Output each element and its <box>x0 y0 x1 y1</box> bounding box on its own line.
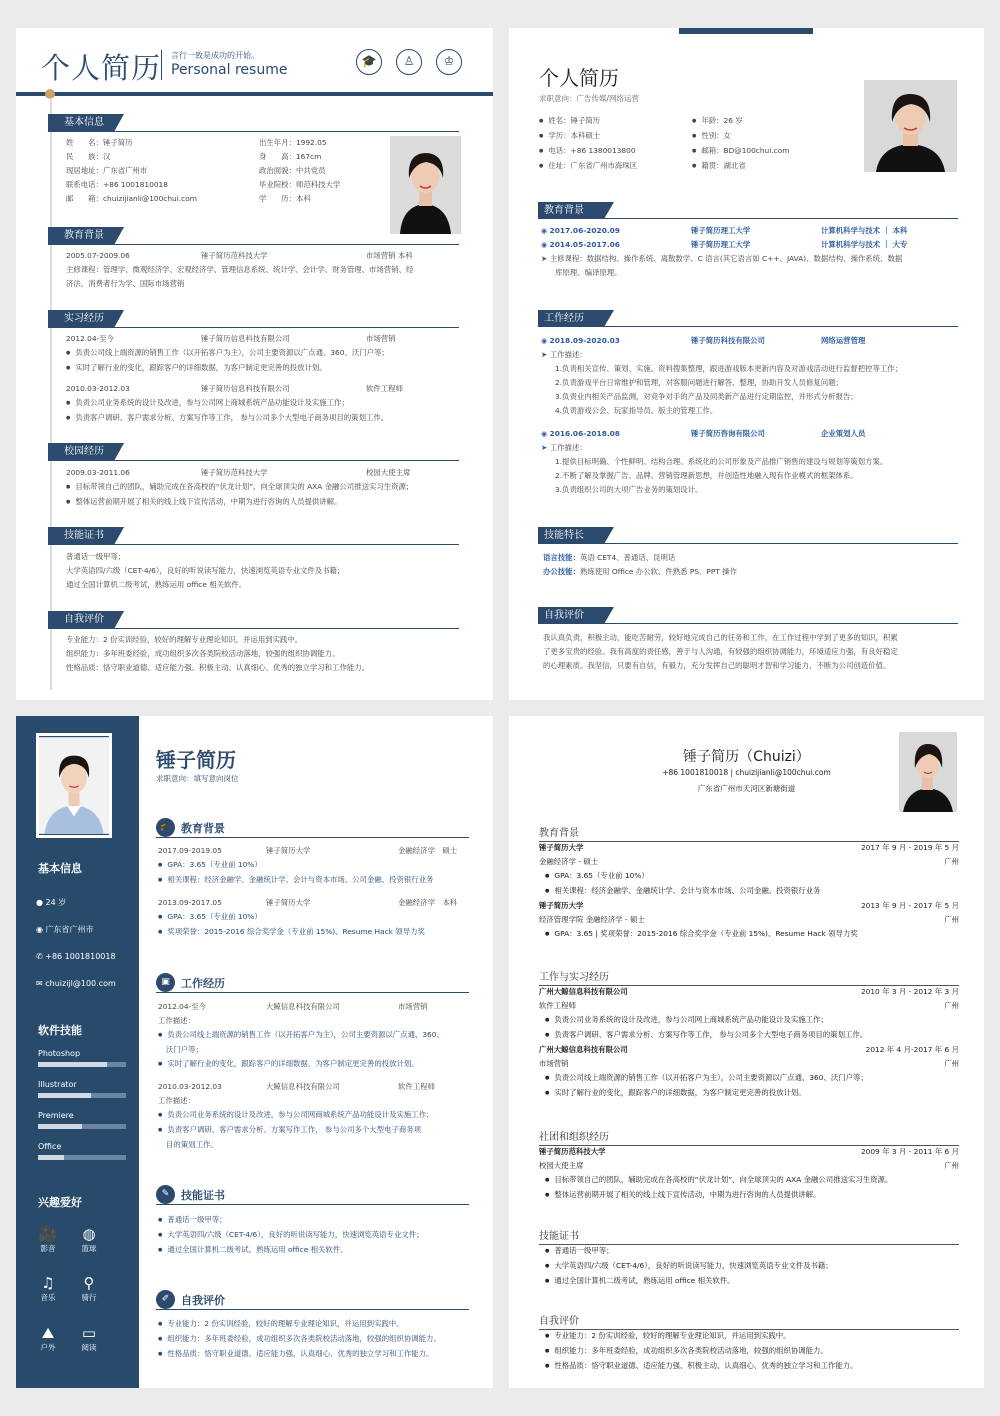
skills-list <box>543 551 737 579</box>
work-bullet: ● 负责客户调研、客户需求分析、方案写作等工作， 参与公司多个大型电子商务项目的策划工作。 <box>539 1028 959 1043</box>
skill-item: ● 大学英语四/六级（CET-4/6），良好的听说读写能力，快速浏览英语专业文件及书籍； <box>539 1259 959 1274</box>
edu-school: 锤子简历大学 <box>539 901 584 910</box>
club-school: 锤子简历范科技大学 <box>539 1147 606 1156</box>
section-label: 实习经历 <box>48 310 114 328</box>
skill-item: ● 普通话一级甲等； <box>539 1244 959 1259</box>
info-right <box>692 114 789 174</box>
section-work: 工作与实习经历 <box>539 968 959 986</box>
work-bullet-cont: 沃门户等； <box>166 1045 203 1054</box>
hobby-label: 骑行 <box>81 1293 97 1302</box>
self-eval-item: ● 性格品质：恪守职业道德、适应能力强、积极主动、认真细心、优秀的独立学习和工作能力。 <box>539 1359 959 1374</box>
work-row <box>158 1000 478 1014</box>
edu-major: 经济管理学院 金融经济学 - 硕士 <box>539 915 645 924</box>
skill-item: 通过全国计算机二级考试，熟练运用 office 相关软件。 <box>66 580 247 589</box>
work-company: 大鲸信息科技有限公司 <box>266 1002 340 1011</box>
trophy-icon: ♔ <box>436 49 462 75</box>
self-eval-list <box>158 1317 441 1362</box>
phone-row <box>36 943 116 970</box>
edit-icon: ✐ <box>156 1290 175 1309</box>
self-eval-list <box>539 1329 959 1374</box>
self-eval-item: 组织能力：多年班委经验，成功组织多次各类院校活动落地，较强的组织协调能力。 <box>66 649 340 658</box>
skill-name: Photoshop <box>38 1049 81 1058</box>
self-eval-item: ● 专业能力：2 份实训经验，较好的理解专业理论知识，并运用到实践中。 <box>158 1317 441 1332</box>
work-company: 锤子简历咨询有限公司 <box>691 429 765 438</box>
info-birth: 出生年月：1992.05 <box>259 138 327 147</box>
self-eval-line: 我认真负责，积极主动，能吃苦耐劳，较好地完成自己的任务和工作，在工作过程中学到了更多的知识，积累 <box>543 633 898 642</box>
section-self-eval <box>538 607 958 624</box>
location-icon: ◉ <box>36 925 43 934</box>
person-icon: ♙ <box>396 49 422 75</box>
work-date: 2012 年 4 月-2017 年 6 月 <box>865 1045 959 1054</box>
section-label: 工作经历 <box>181 977 225 990</box>
work-date: 2012.04-至今 <box>158 1002 207 1011</box>
section-self-eval <box>156 1290 469 1310</box>
profile-photo <box>864 80 957 172</box>
work-entry <box>539 1043 959 1101</box>
work-line: 2.不断了解及掌握广告、品牌、营销管理新思想，并创造性地融入现有作业模式的框架体系。 <box>555 471 858 480</box>
club-bullet: ● 目标带领自己的团队，辅助完成在各高校的“伏龙计划”，向全球顶尖的 AXA 金融公司推送实习生资源。 <box>539 1173 959 1188</box>
intern-date: 2010.03-2012.03 <box>66 384 130 393</box>
profile-photo <box>390 136 461 234</box>
section-campus <box>48 443 138 461</box>
work-role: 企业策划人员 <box>821 429 866 438</box>
location-value: 广东省广州市 <box>45 925 94 934</box>
edu-date: 2017.09-2019.05 <box>158 846 222 855</box>
edu-major: 计算机科学与技术 ｜ 本科 <box>821 226 908 235</box>
film-icon: 🎥 <box>38 1225 58 1243</box>
skill-value: 熟练使用 Office 办公软、件熟悉 PS、PPT 操作 <box>579 567 737 576</box>
work-desc-label: 工作描述： <box>158 1016 195 1025</box>
person-icon: ● <box>36 898 43 907</box>
header-rule <box>16 92 493 96</box>
skill-label: 办公技能： <box>543 567 580 576</box>
briefcase-icon: ▣ <box>156 973 175 992</box>
work-date: 2016.06-2018.08 <box>549 429 620 438</box>
section-self-eval <box>48 611 138 629</box>
timeline-line <box>50 98 52 690</box>
hobby-reading <box>72 1324 106 1353</box>
self-eval-text <box>543 631 898 673</box>
section-education <box>156 818 469 838</box>
skill-level-bar <box>38 1155 126 1160</box>
resume-page-4 <box>509 716 984 1388</box>
skill-row <box>543 565 737 579</box>
work-row: ◉ 2018.09-2020.03 锤子简历科技有限公司 网络运营管理 <box>541 334 966 348</box>
resume-page-1 <box>16 28 493 700</box>
intern-role: 市场营销 <box>366 334 396 343</box>
work-bullet-cont: 目的策划工作。 <box>166 1140 218 1149</box>
edu-major: 金融经济学 - 硕士 <box>539 857 599 866</box>
skills-list <box>158 1213 424 1258</box>
section-label: 自我评价 <box>48 611 114 629</box>
info-ethnicity: 民 族：汉 <box>66 152 111 161</box>
info-item: ● 电话：+86 1380013800 <box>539 144 637 159</box>
intern-entry-1 <box>66 332 466 376</box>
work-desc-label: 工作描述： <box>158 1096 195 1105</box>
work-date: 2010 年 3 月 - 2012 年 3 月 <box>860 987 959 996</box>
work-desc-label: 工作描述： <box>549 443 587 452</box>
skill-item: 大学英语四/六级（CET-4/6），良好的听说读写能力，快速浏览英语专业文件及书籍； <box>66 566 345 575</box>
skill-item: ● 通过全国计算机二级考试，熟练运用 office 相关软件。 <box>539 1274 959 1289</box>
edu-school: 锤子简历范科技大学 <box>201 251 268 260</box>
skill-level-bar <box>38 1093 126 1098</box>
sidebar-skills-title: 软件技能 <box>38 1024 82 1037</box>
intern-company: 锤子简历信息科技有限公司 <box>201 384 290 393</box>
edu-row <box>158 844 478 858</box>
top-tab <box>679 28 813 34</box>
skill-level-fill <box>38 1062 107 1067</box>
edu-course-line: 主修课程：管理学、微观经济学、宏观经济学、管理信息系统、统计学、会计学、财务管理、市场营销、经 <box>66 265 414 274</box>
intern-bullet: ● 负责客户调研、客户需求分析、方案写作等工作， 参与公司多个大型电子商务项目的策划工作。 <box>66 411 466 426</box>
section-label: 技能证书 <box>48 527 114 545</box>
edu-entry <box>539 841 959 899</box>
edu-bullet: ● GPA：3.65 | 奖项荣誉：2015-2016 综合奖学金（专业前 15%)、Resume Hack 领导力奖 <box>539 927 959 942</box>
hobby-outdoor <box>31 1324 65 1353</box>
section-label: 教育背景 <box>181 822 225 835</box>
info-name: 姓 名：锤子简历 <box>66 138 133 147</box>
subtitle: Personal resume <box>171 62 288 78</box>
edu-school: 锤子简历大学 <box>266 846 311 855</box>
book-icon: ▭ <box>81 1324 97 1342</box>
skill-level-fill <box>38 1155 64 1160</box>
hobby-film <box>31 1225 65 1254</box>
work-date: 2018.09-2020.03 <box>549 336 620 345</box>
work-role: 市场营销 <box>539 1059 569 1068</box>
edu-major: 金融经济学 硕士 <box>398 846 458 855</box>
section-label: 自我评价 <box>181 1294 225 1307</box>
info-item: ● 性别：女 <box>692 129 789 144</box>
info-address: 现居地址：广东省广州市 <box>66 166 148 175</box>
basic-info-right <box>259 136 340 206</box>
info-phone: 联系电话：+86 1001810018 <box>66 180 168 189</box>
graduation-cap-icon: 🎓 <box>356 49 382 75</box>
hobby-music <box>31 1274 65 1303</box>
section-education <box>538 202 958 219</box>
self-eval-item: ● 组织能力：多年班委经验，成功组织多次各类院校活动落地，较强的组织协调能力。 <box>158 1332 441 1347</box>
edu-city: 广州 <box>944 915 959 924</box>
work-bullet: ● 负责公司线上端资源的销售工作（以开拓客户为主），公司主要资源以广点通、360、 <box>158 1028 478 1043</box>
info-item: ● 姓名：锤子简历 <box>539 114 637 129</box>
edu-list <box>541 224 961 280</box>
info-item: ● 籍贯：湖北省 <box>692 159 789 174</box>
intern-bullet: ● 实时了解行业的变化，跟踪客户的详细数据，为客户制定更完善的投放计划。 <box>66 361 466 376</box>
edu-entry <box>66 249 466 291</box>
section-rule <box>114 544 459 545</box>
info-item: ● 学历：本科硕士 <box>539 129 637 144</box>
edu-row <box>158 896 478 910</box>
section-label: 自我评价 <box>538 607 604 624</box>
work-bullet: ● 实时了解行业的变化，跟踪客户的详细数据，为客户制定更完善的投放计划。 <box>158 1057 478 1072</box>
self-eval-line: 的心理素质。我坚信，只要有自信，有毅力，充分发挥自己的聪明才智和学习能力，不断为公司创造价值。 <box>543 661 891 670</box>
edu-bullet: ● GPA：3.65（专业前 10%） <box>539 869 959 884</box>
skill-name: Illustrator <box>38 1080 77 1089</box>
work-company: 锤子简历科技有限公司 <box>691 336 765 345</box>
club-role: 校园大使主席 <box>539 1161 584 1170</box>
self-eval-item: ● 组织能力：多年班委经验，成功组织多次各类院校活动落地，较强的组织协调能力。 <box>539 1344 959 1359</box>
section-education: 教育背景 <box>539 824 959 842</box>
hobby-label: 户外 <box>40 1343 56 1352</box>
section-rule <box>114 460 459 461</box>
skill-item: 普通话一级甲等； <box>66 552 126 561</box>
phone-value: +86 1001810018 <box>45 952 116 961</box>
headphones-icon: ♫ <box>41 1274 55 1292</box>
skill-value: 英语 CET4、普通话、昆明话 <box>579 553 676 562</box>
section-rule <box>114 244 459 245</box>
campus-role: 校园大使主席 <box>366 468 411 477</box>
skills-list <box>539 1244 959 1289</box>
club-entry <box>539 1145 959 1203</box>
section-rule <box>114 131 459 132</box>
edu-date: 2014.05-2017.06 <box>549 240 620 249</box>
edu-bullet: ● GPA：3.65（专业前 10%） <box>158 910 478 925</box>
skill-item: ● 大学英语四/六级（CET-4/6），良好的听说读写能力，快速浏览英语专业文件； <box>158 1228 424 1243</box>
edu-date: 2017.06-2020.09 <box>549 226 620 235</box>
edu-date: 2017 年 9 月 - 2019 年 5 月 <box>860 843 959 852</box>
profile-photo <box>899 732 957 812</box>
section-skills <box>48 527 138 545</box>
section-work <box>538 310 958 327</box>
skill-name: Premiere <box>38 1111 74 1120</box>
section-work <box>156 973 469 993</box>
title-divider <box>161 50 162 80</box>
section-basic-info <box>48 114 138 132</box>
edu-course: ➤ 主修课程：数据结构、操作系统、离散数学、C 语言(其它语言如 C++、JAVA)、数据结构、操作系统、数据 <box>541 254 903 263</box>
work-role: 市场营销 <box>398 1002 428 1011</box>
location-row <box>36 916 116 943</box>
work-line: 3.负责组织公司的大项广告业务的策划设计。 <box>555 485 703 494</box>
work-line: 1.提供目标明确、个性鲜明、结构合理、系统化的公司形象及产品推广销售的建设与规划等策划方案。 <box>555 457 888 466</box>
club-city: 广州 <box>944 1161 959 1170</box>
work-city: 广州 <box>944 1059 959 1068</box>
work-desc-label: 工作描述： <box>549 350 587 359</box>
skills-list <box>66 550 344 592</box>
section-club: 社团和组织经历 <box>539 1128 959 1146</box>
intern-role: 软件工程师 <box>366 384 403 393</box>
work-company: 广州大鲸信息科技有限公司 <box>539 1045 628 1054</box>
club-bullet: ● 整体运营前期开展了相关的线上线下宣传活动，中期为进行咨询的人员提供讲解。 <box>539 1188 959 1203</box>
work-bullet: ● 负责客户调研、客户需求分析、方案写作工作， 参与公司多个大型电子商务项 <box>158 1123 478 1138</box>
work-entry-1: ◉ 2018.09-2020.03 锤子简历科技有限公司 网络运营管理 ➤ 工作描述： 1.负责相关宣传、策划、实施、资料搜集整理，跟进游戏版本更新内容及对游戏活动进行监督把控等工作； 2.负责游戏平台日常维护和管理，对客服问题进行解答、整理，协助开发人员修复问题； 3.负责业内相关产品监测，对竞争对手的产品及同类新产品进行定期监控，并形式分析报告； 4.负责游戏公会、玩家指导员、版主的管理工作。 <box>541 334 966 418</box>
edu-list <box>539 841 959 942</box>
info-email: 邮 箱：chuizijianli@100chui.com <box>66 194 197 203</box>
work-company: 广州大鲸信息科技有限公司 <box>539 987 628 996</box>
section-label: 基本信息 <box>48 114 114 132</box>
sidebar-hobby-title: 兴趣爱好 <box>38 1196 82 1209</box>
section-label: 校园经历 <box>48 443 114 461</box>
edu-major: 市场营销 本科 <box>366 251 413 260</box>
work-bullet: ● 负责公司业务系统的设计及改进，参与公司网上商城系统产品功能设计及实施工作； <box>539 1013 959 1028</box>
section-education <box>48 227 138 245</box>
intern-company: 锤子简历信息科技有限公司 <box>201 334 290 343</box>
self-eval-item: ● 性格品质：恪守职业道德、适应能力强，认真细心、优秀的独立学习和工作能力。 <box>158 1347 441 1362</box>
self-eval-item: ● 专业能力：2 份实训经验，较好的理解专业理论知识，并运用到实践中。 <box>539 1329 959 1344</box>
campus-entry <box>66 466 466 510</box>
work-entry <box>539 985 959 1043</box>
certificate-icon: ✎ <box>156 1185 175 1204</box>
section-label: 技能特长 <box>538 527 604 544</box>
section-rule <box>114 327 459 328</box>
hobby-label: 阅读 <box>81 1343 97 1352</box>
edu-city: 广州 <box>944 857 959 866</box>
campus-bullet: ● 整体运营前期开展了相关的线上线下宣传活动，中期为进行咨询的人员提供讲解。 <box>66 495 466 510</box>
edu-date: 2005.07-2009.06 <box>66 251 130 260</box>
campus-date: 2009.03-2011.06 <box>66 468 130 477</box>
edu-major: 计算机科学与技术 ｜ 大专 <box>821 240 908 249</box>
work-line: 4.负责游戏公会、玩家指导员、版主的管理工作。 <box>555 406 718 415</box>
section-skills <box>538 527 958 544</box>
page-title: 锤子简历 <box>156 748 236 772</box>
profile-photo <box>36 733 112 838</box>
job-intent: 求职意向：广告传媒/网络运营 <box>539 94 640 103</box>
edu-course-line: 济法、消费者行为学、国际市场营销 <box>66 279 185 288</box>
tagline: 言行一致是成功的开始。 <box>171 51 259 60</box>
section-self-eval: 自我评价 <box>539 1312 959 1330</box>
graduation-cap-icon: 🎓 <box>156 818 175 837</box>
edu-school: 锤子简历大学 <box>266 898 311 907</box>
info-degree: 学 历：本科 <box>259 194 311 203</box>
work-bullet: ● 负责公司业务系统的设计及改进，参与公司网商城系统产品功能设计及实施工作； <box>158 1108 478 1123</box>
edu-list <box>158 844 478 940</box>
section-label: 教育背景 <box>538 202 604 219</box>
page-title: 个人简历 <box>539 66 619 90</box>
mail-icon: ✉ <box>36 979 43 988</box>
section-internship <box>48 310 138 328</box>
edu-bullet: ● 相关课程：经济金融学、金融统计学、会计与资本市场、公司金融、投资银行业务 <box>539 884 959 899</box>
info-height: 身 高：167cm <box>259 152 322 161</box>
bicycle-icon: ⚲ <box>83 1274 95 1292</box>
self-eval-line: 了更多宝贵的经验。我有高度的责任感，善于与人沟通，有较强的组织协调能力，环境适应力强，有良好稳定 <box>543 647 898 656</box>
hobby-label: 音乐 <box>40 1293 56 1302</box>
info-school: 毕业院校：师范科技大学 <box>259 180 341 189</box>
work-row <box>158 1080 478 1094</box>
work-role: 软件工程师 <box>539 1001 576 1010</box>
info-item: ● 住址：广东省广州市海珠区 <box>539 159 637 174</box>
mail-value: chuizijl@100.com <box>45 979 116 988</box>
self-eval-item: 专业能力：2 份实训经验，较好的理解专业理论知识，并运用到实践中。 <box>66 635 303 644</box>
edu-row: ◉ 2017.06-2020.09 锤子简历理工大学 计算机科学与技术 ｜ 本科 <box>541 224 961 238</box>
work-list <box>158 1000 478 1152</box>
skill-name: Office <box>38 1142 62 1151</box>
section-skills <box>156 1185 469 1205</box>
info-left <box>539 114 637 174</box>
campus-school: 锤子简历范科技大学 <box>201 468 268 477</box>
work-company: 大鲸信息科技有限公司 <box>266 1082 340 1091</box>
edu-course-line: 库原理、编译原理。 <box>555 268 622 277</box>
info-item: ● 年龄：26 岁 <box>692 114 789 129</box>
sidebar <box>16 716 139 1388</box>
club-date: 2009 年 3 月 - 2011 年 6 月 <box>860 1147 959 1156</box>
work-entry-2: ◉ 2016.06-2018.08 锤子简历咨询有限公司 企业策划人员 ➤ 工作描述： 1.提供目标明确、个性鲜明、结构合理、系统化的公司形象及产品推广销售的建设与规划等策划方案。 2.不断了解及掌握广告、品牌、营销管理新思想，并创造性地融入现有作业模式的框架体系。 3.负责组织公司的大项广告业务的策划设计。 <box>541 427 966 497</box>
edu-date: 2013 年 9 月 - 2017 年 5 月 <box>860 901 959 910</box>
section-skills: 技能证书 <box>539 1227 959 1245</box>
work-bullet: ● 实时了解行业的变化，跟踪客户的详细数据，为客户制定更完善的投放计划。 <box>539 1086 959 1101</box>
sidebar-basic-list <box>36 889 116 997</box>
skill-level-bar <box>38 1062 126 1067</box>
intern-date: 2012.04-至今 <box>66 334 115 343</box>
edu-bullet: ● 相关课程：经济金融学、金融统计学、会计与资本市场、公司金融、投资银行业务 <box>158 873 478 888</box>
info-political: 政治面貌：中共党员 <box>259 166 326 175</box>
address-line: 广东省广州市天河区新塘街道 <box>697 784 796 793</box>
basic-info-left <box>66 136 197 206</box>
campus-bullet: ● 目标带领自己的团队，辅助完成在各高校的“伏龙计划”，向全球顶尖的 AXA 金融公司推送实习生资源； <box>66 480 466 495</box>
resume-page-2 <box>509 28 984 700</box>
skill-label: 语言技能： <box>543 553 580 562</box>
age-row <box>36 889 116 916</box>
hobby-cycling <box>72 1274 106 1303</box>
info-item: ● 邮箱：BD@100chui.com <box>692 144 789 159</box>
work-role: 网络运营管理 <box>821 336 866 345</box>
self-eval-item: 性格品质：恪守职业道德、适应能力强、积极主动、认真细心、优秀的独立学习和工作能力。 <box>66 663 370 672</box>
work-line: 3.负责业内相关产品监测，对竞争对手的产品及同类新产品进行定期监控，并形式分析报告； <box>555 392 858 401</box>
edu-course-line: 主修课程：数据结构、操作系统、离散数学、C 语言(其它语言如 C++、JAVA)、数据结构、操作系统、数据 <box>549 254 903 263</box>
self-eval-list <box>66 633 369 675</box>
section-label: 技能证书 <box>181 1189 225 1202</box>
edu-date: 2013.09-2017.05 <box>158 898 222 907</box>
edu-bullet: ● 奖项荣誉：2015-2016 综合奖学金（专业前 15%)、Resume Hack 领导力奖 <box>158 925 478 940</box>
intern-bullet: ● 负责公司业务系统的设计及改进，参与公司网上商城系统产品功能设计及实施工作； <box>66 396 466 411</box>
contact-line: +86 1001810018 | chuizijianli@100chui.com <box>662 768 831 777</box>
work-line: 2.负责游戏平台日常维护和管理，对客服问题进行解答、整理，协助开发人员修复问题； <box>555 378 843 387</box>
work-date: 2010.03-2012.03 <box>158 1082 222 1091</box>
work-role: 软件工程师 <box>398 1082 435 1091</box>
edu-major: 金融经济学 本科 <box>398 898 458 907</box>
age-value: 24 岁 <box>45 898 67 907</box>
sidebar-basic-title: 基本信息 <box>38 862 82 875</box>
edu-row: ◉ 2014.05-2017.06 锤子简历理工大学 计算机科学与技术 ｜ 大专 <box>541 238 961 252</box>
outdoor-icon: ⛰ <box>41 1324 55 1342</box>
section-label: 教育背景 <box>48 227 114 245</box>
basketball-icon: ◍ <box>82 1225 96 1243</box>
hobby-label: 篮球 <box>81 1244 97 1253</box>
skill-level-bar <box>38 1124 126 1129</box>
skill-item: ● 普通话一级甲等； <box>158 1213 424 1228</box>
work-row: ◉ 2016.06-2018.08 锤子简历咨询有限公司 企业策划人员 <box>541 427 966 441</box>
skill-row <box>543 551 737 565</box>
section-rule <box>114 628 459 629</box>
page-title: 锤子简历（Chuizi） <box>683 749 810 765</box>
skill-level-fill <box>38 1124 82 1129</box>
page-title: 个人简历 <box>41 51 162 85</box>
intern-bullet: ● 负责公司线上端资源的销售工作（以开拓客户为主），公司主要资源以广点通、360、沃门户等； <box>66 346 466 361</box>
hobby-label: 影音 <box>40 1244 56 1253</box>
work-line: 1.负责相关宣传、策划、实施、资料搜集整理，跟进游戏版本更新内容及对游戏活动进行监督把控等工作； <box>555 364 903 373</box>
intern-entry-2 <box>66 382 466 426</box>
skill-item: ● 通过全国计算机二级考试，熟练运用 office 相关软件。 <box>158 1243 424 1258</box>
resume-page-3 <box>16 716 493 1388</box>
mail-row <box>36 970 116 997</box>
section-label: 工作经历 <box>538 310 604 327</box>
work-bullet: ● 负责公司线上端资源的销售工作（以开拓客户为主），公司主要资源以广点通、360、沃门户等； <box>539 1071 959 1086</box>
edu-bullet: ● GPA：3.65（专业前 10%） <box>158 858 478 873</box>
hobby-basketball <box>72 1225 106 1254</box>
job-intent: 求职意向：填写意向岗位 <box>156 774 239 783</box>
phone-icon: ✆ <box>36 952 43 961</box>
edu-school: 锤子简历理工大学 <box>691 240 751 249</box>
edu-school: 锤子简历大学 <box>539 843 584 852</box>
work-city: 广州 <box>944 1001 959 1010</box>
work-list <box>539 985 959 1101</box>
edu-entry <box>539 899 959 942</box>
edu-school: 锤子简历理工大学 <box>691 226 751 235</box>
skill-level-fill <box>38 1093 91 1098</box>
